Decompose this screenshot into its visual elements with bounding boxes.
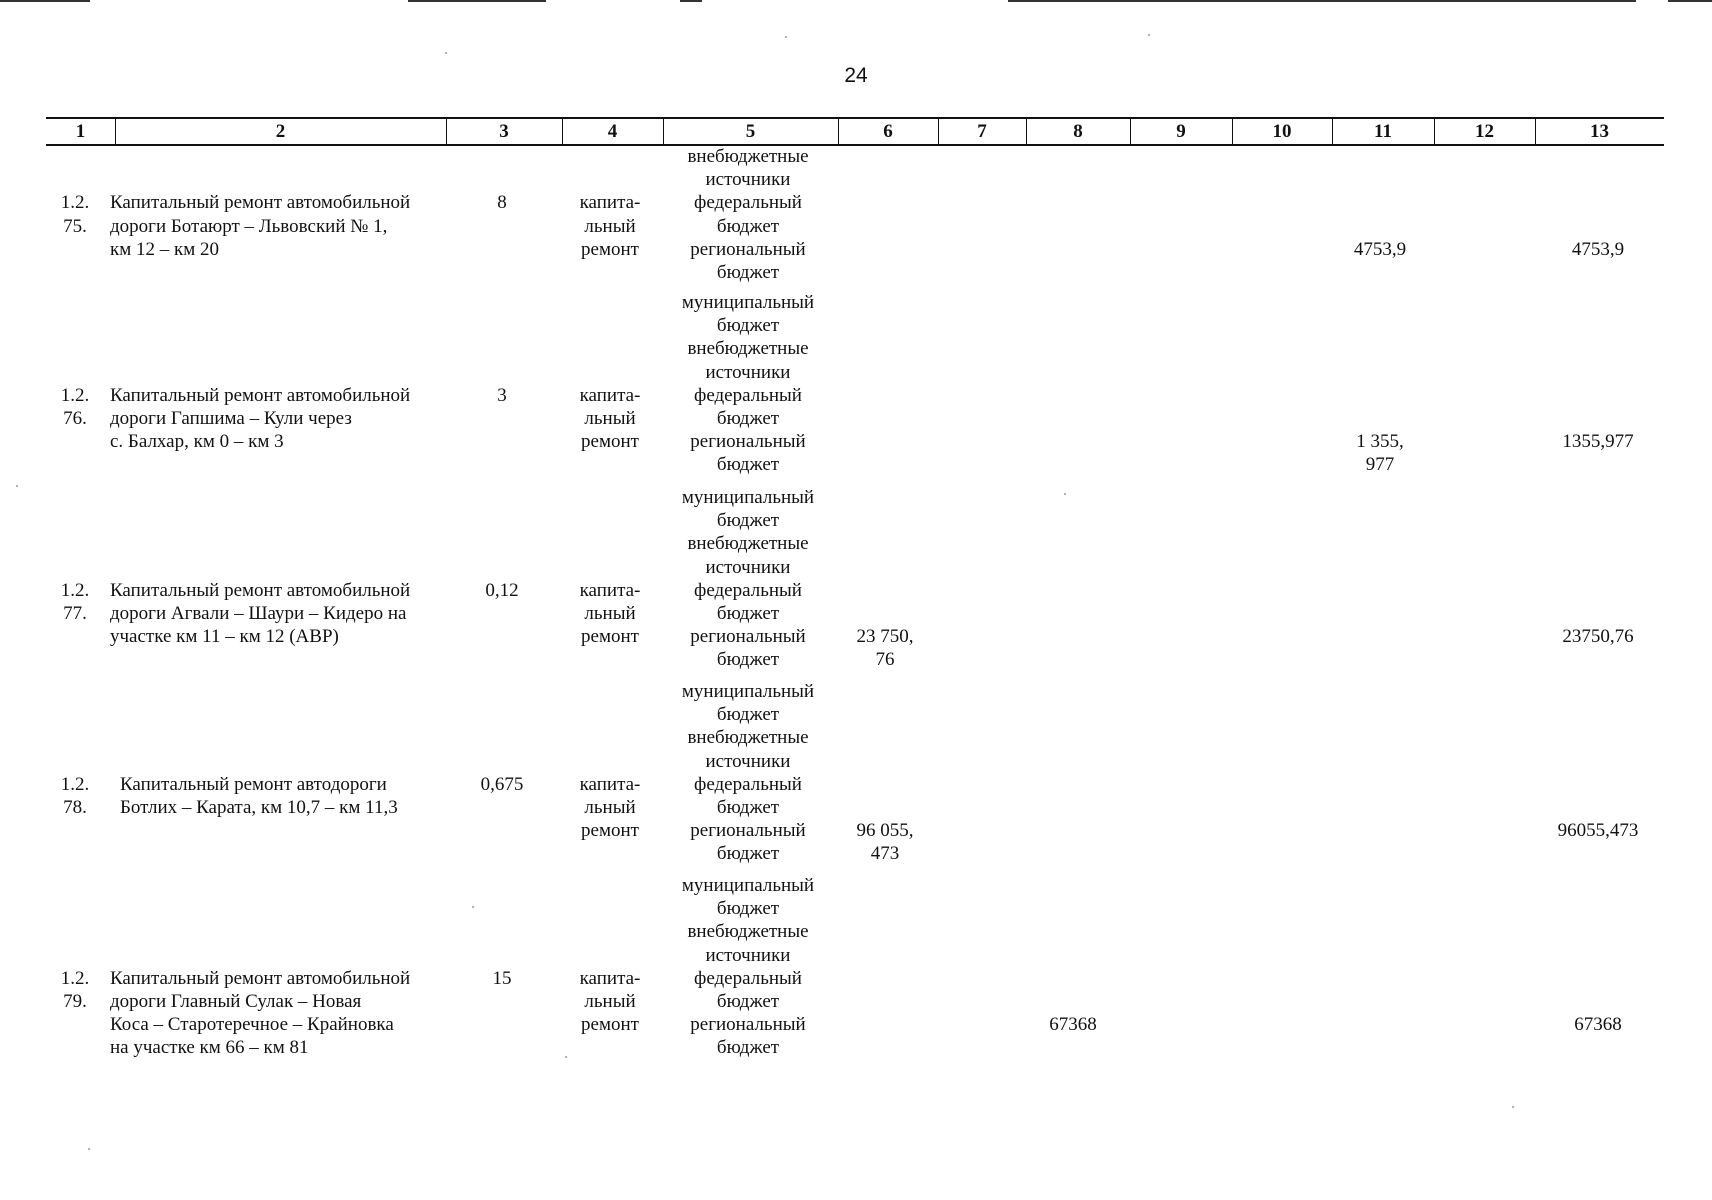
- value-col-6: 23 750, 76: [856, 626, 914, 671]
- scan-speck: [1064, 493, 1066, 495]
- value-col-13: 96055,473: [1557, 820, 1639, 842]
- funding-sources: федеральный бюджет региональный бюджет: [690, 579, 806, 671]
- column-header-12: 12: [1475, 121, 1494, 142]
- column-header-13: 13: [1590, 121, 1609, 142]
- scan-speck: [472, 906, 474, 908]
- row-number: 1.2. 76.: [60, 384, 90, 429]
- road-name: Капитальный ремонт автодороги Ботлих – Карата, км 10,7 – км 11,3: [120, 773, 398, 818]
- scan-speck: [88, 1148, 90, 1150]
- scan-speck: [1512, 1106, 1514, 1108]
- road-length: 8: [497, 192, 507, 214]
- road-length: 0,675: [480, 773, 524, 795]
- scan-speck: [1148, 34, 1150, 36]
- funding-sources-cont: муниципальный бюджет внебюджетные источники: [681, 875, 815, 966]
- value-col-13: 4753,9: [1571, 238, 1625, 260]
- value-col-11: 1 355, 977: [1356, 431, 1404, 476]
- road-length: 15: [492, 967, 512, 989]
- road-name: Капитальный ремонт автомобильной дороги Агвали – Шаури – Кидеро на участке км 11 – км 12 (АВР): [110, 579, 411, 648]
- road-name: Капитальный ремонт автомобильной дороги Гапшима – Кули через с. Балхар, км 0 – км 3: [110, 384, 411, 453]
- scan-speck: [785, 36, 787, 38]
- column-header-1: 1: [75, 121, 86, 142]
- column-header-4: 4: [607, 121, 618, 142]
- work-type: капита- льный ремонт: [579, 773, 641, 842]
- funding-sources: федеральный бюджет региональный бюджет: [690, 967, 806, 1059]
- value-col-13: 1355,977: [1562, 431, 1634, 453]
- work-type: капита- льный ремонт: [579, 384, 641, 453]
- funding-sources: федеральный бюджет региональный бюджет: [690, 773, 806, 865]
- column-header-2: 2: [275, 121, 286, 142]
- row-number: 1.2. 77.: [60, 579, 90, 624]
- row-number: 1.2. 75.: [60, 192, 90, 237]
- column-header-3: 3: [499, 121, 509, 142]
- column-header-6: 6: [883, 121, 893, 142]
- funding-sources-cont: муниципальный бюджет внебюджетные источники: [681, 292, 815, 383]
- value-col-11: 4753,9: [1353, 238, 1407, 260]
- scan-speck: [16, 485, 18, 487]
- funding-sources: федеральный бюджет региональный бюджет: [690, 384, 806, 476]
- column-header-10: 10: [1272, 121, 1292, 142]
- column-header-11: 11: [1374, 121, 1392, 142]
- value-col-8: 67368: [1049, 1014, 1097, 1036]
- column-header-5: 5: [745, 121, 756, 142]
- value-col-6: 96 055, 473: [856, 820, 914, 865]
- work-type: капита- льный ремонт: [579, 192, 641, 260]
- funding-sources-cont: муниципальный бюджет внебюджетные источники: [681, 681, 815, 772]
- column-header-8: 8: [1073, 121, 1083, 142]
- work-type: капита- льный ремонт: [579, 967, 641, 1036]
- column-header-9: 9: [1176, 121, 1186, 142]
- value-col-13: 67368: [1574, 1014, 1622, 1036]
- road-length: 3: [497, 384, 507, 406]
- road-name: Капитальный ремонт автомобильной дороги Главный Сулак – Новая Коса – Старотеречное – Крайновка на участке км 66 – км 81: [110, 967, 411, 1059]
- road-name: Капитальный ремонт автомобильной дороги Ботаюрт – Львовский № 1, км 12 – км 20: [110, 192, 411, 260]
- column-header-7: 7: [977, 121, 987, 142]
- funding-sources-cont: внебюджетные источники: [687, 146, 809, 191]
- row-number: 1.2. 78.: [60, 773, 90, 818]
- scan-speck: [445, 52, 447, 54]
- scan-speck: [565, 1056, 567, 1058]
- work-type: капита- льный ремонт: [579, 579, 641, 648]
- funding-sources-cont: муниципальный бюджет внебюджетные источники: [681, 487, 815, 578]
- value-col-13: 23750,76: [1562, 626, 1634, 648]
- row-number: 1.2. 79.: [60, 967, 90, 1012]
- funding-sources: федеральный бюджет региональный бюджет: [690, 192, 806, 283]
- road-length: 0,12: [485, 579, 519, 601]
- page-number: 24: [844, 64, 868, 87]
